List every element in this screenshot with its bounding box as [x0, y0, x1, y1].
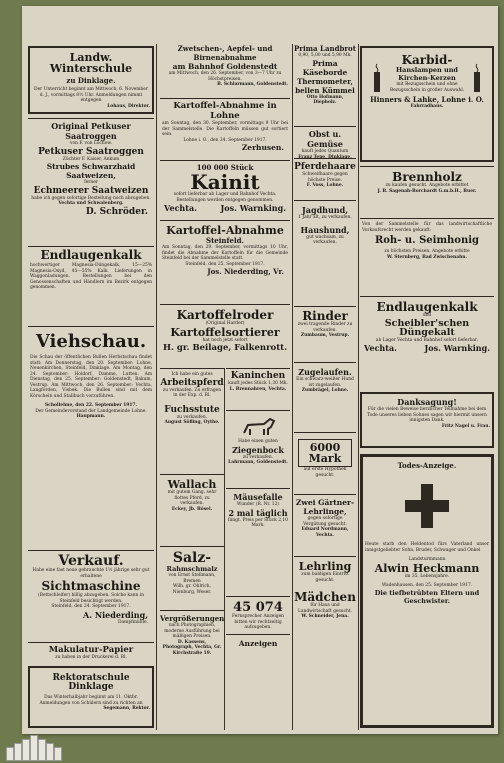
ad-text: Von der Sammelstelle für das landwirtschaftliche Vorkaufsrecht werden gekauft: — [362, 222, 492, 233]
ad-title-2: Mädchen — [294, 590, 356, 604]
ad-title: Makulatur-Papier — [48, 645, 134, 655]
ad-signature: W. Schneider, Jena. — [301, 614, 349, 619]
ad-title: Vergrößerungen — [160, 614, 225, 623]
ad-text: kauft jedes Quantum — [301, 149, 349, 154]
ad-vergroesserungen — [160, 610, 224, 702]
ad-signature: W. Sternberg, Bad Zwischenahn. — [387, 254, 467, 260]
ad-subtitle: und — [422, 313, 432, 318]
ad-signature: Eduard Nordmann, Vechta. — [301, 527, 349, 538]
ad-kartoffel-lohne — [160, 98, 290, 158]
ad-title-2: Fuchsstute — [164, 404, 220, 415]
ad-text: Habe einen guten — [238, 439, 278, 444]
ad-text: Am Sonntag, den 29. September, vormittags 10 Uhr, findet die Abnahme der Kartoffeln für die Gemeinde Steinfeld bei der Sammelstelle statt. — [162, 245, 288, 261]
ad-title-2: 2 mal täglich — [228, 507, 288, 518]
ad-title-2: Petkuser Saatroggen — [38, 146, 144, 157]
ad-signature: F. Voss, Lohne. — [306, 183, 344, 188]
ad-title: Brennholz — [392, 170, 462, 184]
ad-subtitle: Steinfeld. — [206, 236, 244, 245]
ad-kartoffelroder — [160, 304, 290, 366]
ad-signature: Jos. Warnking. — [424, 343, 490, 353]
ad-place: Vechta. — [364, 343, 397, 353]
ad-title-2: Sichtmaschine — [41, 579, 141, 593]
ad-text: 1 Jahr alt, zu verkaufen. — [298, 215, 352, 220]
ad-text: Fernsprecher Anzeigen bitten wir rechtzeitig aufzugeben. — [231, 614, 285, 630]
ad-sub-3: ferner — [84, 180, 98, 185]
ad-title-2: Kartoffelsortierer — [170, 325, 280, 339]
ad-signature-2: Haupmann. — [76, 414, 106, 419]
ad-signature: Otto Hofmann, Diepholz. — [306, 94, 344, 105]
ad-verkauf — [28, 550, 154, 640]
ad-title: Lehrling — [298, 560, 352, 573]
ad-text-2: zu verkaufen. — [242, 454, 274, 460]
column-divider — [358, 44, 359, 730]
ad-title: Original Petkuser Saatroggen — [51, 121, 131, 141]
ad-title: Zugelaufen. — [298, 367, 352, 377]
ad-ziegenbock — [226, 410, 290, 486]
ad-title-2: Prima Käseborde — [302, 58, 348, 77]
ad-zugelaufen — [294, 362, 356, 430]
ad-todesanzeige — [360, 454, 494, 728]
column-divider — [156, 44, 157, 730]
ad-signature: Lohaus, Direktor. — [107, 103, 150, 109]
ad-text: zu haben in der Druckerei d. Bl. — [55, 655, 127, 660]
ad-subtitle: am Bahnhof Goldenstedt — [172, 62, 278, 71]
ad-title: Endlaugenkalk — [376, 300, 478, 314]
ad-signature: D. Kassens, Photograph, Vechta, Gr. Kirchstraße 19. — [162, 639, 222, 656]
ad-text: zum baldigen Eintritt gesucht. — [301, 572, 349, 583]
ad-name-prefix: Landsturmmann — [408, 557, 446, 562]
candle-icon — [468, 62, 486, 94]
ad-sub-2: Züchter F. Kaiser, Ankum — [62, 156, 120, 162]
ad-text: fängt. Preis per Stück 2,10 Mark. — [228, 517, 288, 528]
ad-signature: Jos. Niederding, Vr. — [207, 267, 284, 276]
ad-6000-mark — [294, 432, 356, 492]
ad-gaertner — [294, 494, 356, 554]
ad-title: Rektoratschule Dinklage — [52, 673, 130, 692]
ad-place: Vechta und Schwalenberg. — [58, 201, 124, 206]
ad-text: nach Photographien, moderne Ausführung bei mäßigen Preisen. — [164, 623, 220, 639]
iron-cross-icon — [405, 484, 449, 528]
ad-title: Jagdhund, — [302, 205, 348, 215]
ad-signature-2: Fahrradhaus. — [410, 104, 444, 109]
ad-viehschau — [28, 326, 154, 548]
ad-title: Kartoffel-Abnahme in Lohne — [173, 101, 277, 121]
column-2 — [160, 44, 290, 730]
ad-date: Wadenhausen, den 25. September 1917. — [381, 583, 473, 588]
ad-text: Ich habe ein gutes — [171, 372, 213, 377]
ad-text: hat noch jetzt sofort — [202, 337, 248, 343]
ad-signature: Franz Tepe, Dinklage. — [298, 154, 352, 160]
ad-title-3: Strubes Schwarzhaid Saatweizen, — [46, 162, 136, 180]
ad-lehrling — [294, 556, 356, 728]
ad-sub: von F. von Lochow. — [70, 141, 112, 146]
ad-signature: Eckey, Jb. Bösel. — [171, 506, 213, 512]
ad-title: Kartoffel-Abnahme — [166, 224, 284, 237]
ad-title: Danksagung! — [397, 397, 457, 407]
ad-makulatur — [28, 642, 154, 662]
ad-title: Verkauf. — [58, 553, 124, 569]
library-logo — [4, 733, 60, 761]
ad-title: Wallach — [167, 478, 217, 491]
ad-signature: Zumbrägel, Lohne. — [301, 388, 349, 393]
ad-saatroggen — [28, 118, 154, 244]
ad-text: gegen sofortige Vergütung gesucht. — [303, 516, 347, 527]
ad-text: von Ernst Stellmann, Bremen — [168, 573, 216, 584]
ad-winterschule — [28, 46, 154, 114]
ad-title: Viehschau. — [35, 331, 147, 352]
goat-icon — [238, 415, 278, 439]
ad-title: Endlaugenkalk — [40, 248, 142, 262]
ad-title: Pferdehaare — [294, 162, 356, 172]
ad-title: Zwei Gärtner-Lehrlinge, — [295, 498, 355, 516]
ad-signature: Wilh. gr. Ohlrich, Nienburg, Weser. — [172, 584, 212, 595]
ad-text: Habe eine fast neue gebrauchte 1½ jährige sehr gut erhaltene — [32, 568, 150, 579]
ad-subtitle: (Original Harder) — [205, 321, 245, 326]
ad-date: Steinfeld, den 25. September 1917. — [185, 261, 265, 267]
ad-sammelstelle — [360, 218, 494, 294]
ad-title-3: Thermometer, bellen Kümmel — [295, 76, 355, 95]
column-divider — [292, 44, 293, 730]
ad-name: Alwin Heckmann — [374, 561, 480, 575]
ad-text-2: im 35. Lebensjahre. — [404, 573, 450, 579]
ad-title: Todes-Anzeige. — [397, 461, 457, 470]
ad-title: Kaninchen — [230, 371, 286, 381]
ad-title-2: Haushund, — [300, 224, 350, 235]
column-divider — [224, 368, 225, 730]
ad-subtitle: Rahmschmalz — [166, 565, 218, 573]
ad-text: Heute starb den Heldentod fürs Vaterland unser innigstgeliebter Sohn, Bruder, Schwager und Onkel — [365, 542, 489, 553]
ad-signature: Hinners & Lahke, Lohne i. O. — [370, 95, 484, 104]
ad-rinder — [294, 306, 356, 360]
ad-top: 100 000 Stück — [196, 163, 254, 172]
ad-text: auf erste Hypothek gesucht. — [303, 467, 347, 478]
ad-arbeitspferd — [160, 368, 224, 472]
ad-text: ab Lager Vechta und Bahnhof sofort lieferbar. — [375, 337, 479, 343]
ad-danksagung — [360, 392, 494, 448]
ad-signature: Zumbaum, Vestrup. — [300, 333, 350, 338]
ad-title: Arbeitspferd — [160, 377, 224, 388]
ad-text: Schweifhaare gegen höchste Preise. — [302, 172, 348, 183]
ad-salz — [160, 546, 224, 608]
ad-karbid — [360, 46, 494, 162]
ad-subtitle: Hanslampen und Kirchen-Kerzen — [396, 66, 458, 82]
ad-text: Das Winterhalbjahr beginnt am 11. Oktbr. Anmeldungen von Schülern sind zu richten an — [39, 695, 143, 706]
ad-telefon — [226, 596, 290, 632]
ad-rektoratschule — [28, 666, 154, 728]
column-1 — [28, 44, 154, 730]
ad-title: Rinder — [302, 309, 348, 323]
ad-prima — [294, 44, 356, 124]
ad-maeusefalle — [226, 488, 290, 594]
ad-text-2: zu verkaufen. Zu erfragen in der Exp. d. Bl. — [162, 387, 222, 398]
ad-text-2: für Haus und Landwirtschaft gesucht. — [297, 603, 353, 614]
ad-text: kauft jedes Stück 1,30 Mk. — [228, 381, 288, 386]
ad-wallach — [160, 474, 224, 544]
ad-signature: Die tiefbetrübten Eltern und Geschwister. — [374, 588, 480, 605]
ad-signature: Jos. Warnking. — [220, 203, 286, 213]
ad-pferdehaare — [294, 158, 356, 198]
ad-subtitle: Wunder (R. Nr. 12) — [236, 502, 280, 507]
ad-title: Landw. Winterschule — [49, 51, 133, 75]
ad-kartoffel-steinfeld — [160, 220, 290, 302]
ad-date: Lohne i. O., den 24. September 1917. — [183, 137, 267, 143]
ad-endlaugenkalk-2 — [360, 296, 494, 388]
ad-signature-2: Dampfmühle. — [118, 619, 148, 625]
column-4 — [360, 44, 494, 730]
column-3 — [294, 44, 356, 730]
ad-title: Mäusefalle — [233, 492, 283, 502]
ad-kaninchen — [226, 368, 290, 408]
newspaper-page — [22, 6, 498, 734]
ad-signature: D. Schröder. — [85, 206, 148, 217]
ad-title-2: Scheibler'schen Düngekalt — [384, 317, 470, 338]
ad-text: sofort lieferbar ab Lager und Bahnhof Vechta. Bestellungen werden entgegen genommen. — [173, 192, 277, 203]
ad-title-4: Echmeerer Saatweizen — [33, 185, 149, 196]
ad-signature: Lahrmann, Goldenstedt. — [228, 460, 288, 465]
ad-signature: A. Niederding, — [83, 609, 148, 620]
ad-text: Ein schwarz-weißer Hund ist zugelaufen. — [296, 377, 354, 388]
ad-endlaugenkalk — [28, 246, 154, 324]
ad-text: Die Schau der öffentlichen Bullen Herbstschau findet statt: Am Donnerstag, den 20. September: Lohne, Neuenkirchen, Steinfeld, Dinklage. Am Montag, den 24. September: Holdorf, Damme, Lutten. Am Dienstag, den 25. September: Goldenstedt, Bakum, Vestrup. Am Mittwoch, den 26. September: Vechta, Langförden, Visbek. Die Bullen sind mit dem Körschein und Stallbuch vorzuführen. — [30, 355, 152, 399]
ad-subtitle: zu Dinklage. — [66, 76, 116, 85]
ad-title: Kainit — [190, 170, 260, 194]
ad-text: am Mittwoch, den 26. September, von 3—7 Uhr zu Höchstpreisen. — [168, 71, 282, 82]
ad-text: mit gutem Gang, sehr flottes Pferd, zu verkaufen. — [167, 490, 217, 506]
column-2b — [226, 368, 290, 730]
ad-text: 0,90, 5,00 und 5,90 Mk. — [298, 53, 352, 58]
ad-text: mit Bezugsschein und ohne Bezugsschein in großer Auswahl. — [389, 82, 465, 93]
ad-text: am Sonntag, den 30. September, vormittags 9 Uhr bei der Sammelstelle. Die Kartoffeln müssen gut sortiert sein. — [162, 121, 288, 137]
ad-signature: B. Schlarmann, Goldenstedt. — [217, 82, 288, 87]
ad-text: hochwertiger Magnesia-Düngekalk, 15—25% Magnesia-Oxyd, 45—55% Kalk. Lieferungen in Waggonladungen. Bestellungen bei den Genossenschaften und Händlern im Bezirk entgegen genommen. — [30, 263, 152, 290]
ad-title: Prima Landbrot — [294, 44, 356, 53]
ad-kainit — [160, 160, 290, 218]
ad-signature: H. gr. Beilage, Falkenrott. — [162, 343, 288, 353]
ad-obst — [294, 126, 356, 160]
ad-text: zu kaufen gesucht. Angebote erbittet — [385, 183, 469, 188]
ad-title: Ziegenbock — [232, 444, 284, 455]
ad-title: Karbid- — [401, 53, 453, 67]
ad-title: 45 074 — [233, 600, 283, 615]
ad-title: Kartoffelroder — [176, 308, 274, 322]
ad-brennholz — [360, 166, 494, 216]
ad-text-2: (Bettschleifer) billig abzugeben. Solche kann in Steinfeld besichtigt werden. — [38, 593, 144, 604]
ad-date: Steinfeld, den 24. September 1917. — [51, 604, 131, 609]
ad-text: zwei tragende Rinder zu verkaufen. — [297, 322, 353, 333]
ad-title: Salz- — [172, 550, 212, 566]
ad-signature: J. B. Sagenah-Borchardt G.m.b.H., Buer. — [377, 188, 477, 194]
ad-title: Anzeigen — [238, 639, 278, 648]
ad-title: Roh- u. Seimhonig — [374, 235, 480, 246]
ad-title: Obst u. Gemüse — [307, 129, 343, 149]
ad-text-2: gut wachsam, zu verkaufen. — [306, 234, 344, 245]
ad-signature: Segemann, Rektor. — [103, 706, 150, 711]
ad-signature: August Söfling, Oythe. — [164, 420, 220, 425]
ad-jagdhund — [294, 200, 356, 304]
ad-zwetschen — [160, 44, 290, 96]
ad-anzeigen — [226, 634, 290, 702]
ad-signature: Der Gemeindevorstand der Landgemeinde Lohne. — [35, 408, 147, 414]
ad-date: Schollehne, den 22. September 1917. — [44, 403, 138, 408]
iron-cross — [363, 470, 491, 542]
column-2a — [160, 368, 224, 730]
ad-text: Der Unterricht beginnt am Mittwoch, 6. November d. J., vormittags 8½ Uhr. Anmeldungen nimmt entgegen — [34, 87, 148, 103]
ad-title: 6000 Mark — [298, 439, 352, 467]
ad-title: Zwetschen-, Aepfel- und Birnenabnahme — [177, 44, 273, 62]
ad-text-3: zu verkaufen. — [176, 414, 208, 420]
ad-place: Vechta. — [164, 203, 197, 213]
ad-text: Für die vielen Beweise herzlicher Teilnahme bei dem Tode unseres lieben Sohnes sagen wir hiermit unsern innigsten Dank. — [367, 407, 487, 423]
candle-icon — [368, 62, 386, 94]
ad-signature: L. Brennahren, Vechta. — [229, 386, 287, 392]
ad-text-2: zu höchsten Preisen. Angebote erbitte — [384, 249, 470, 254]
ad-signature: Zerhusen. — [241, 143, 284, 152]
ad-text: habe ich gegen sofortige Bestellung noch abzugeben. — [31, 195, 151, 201]
ad-signature: Fritz Nagel u. Frau. — [441, 423, 490, 429]
